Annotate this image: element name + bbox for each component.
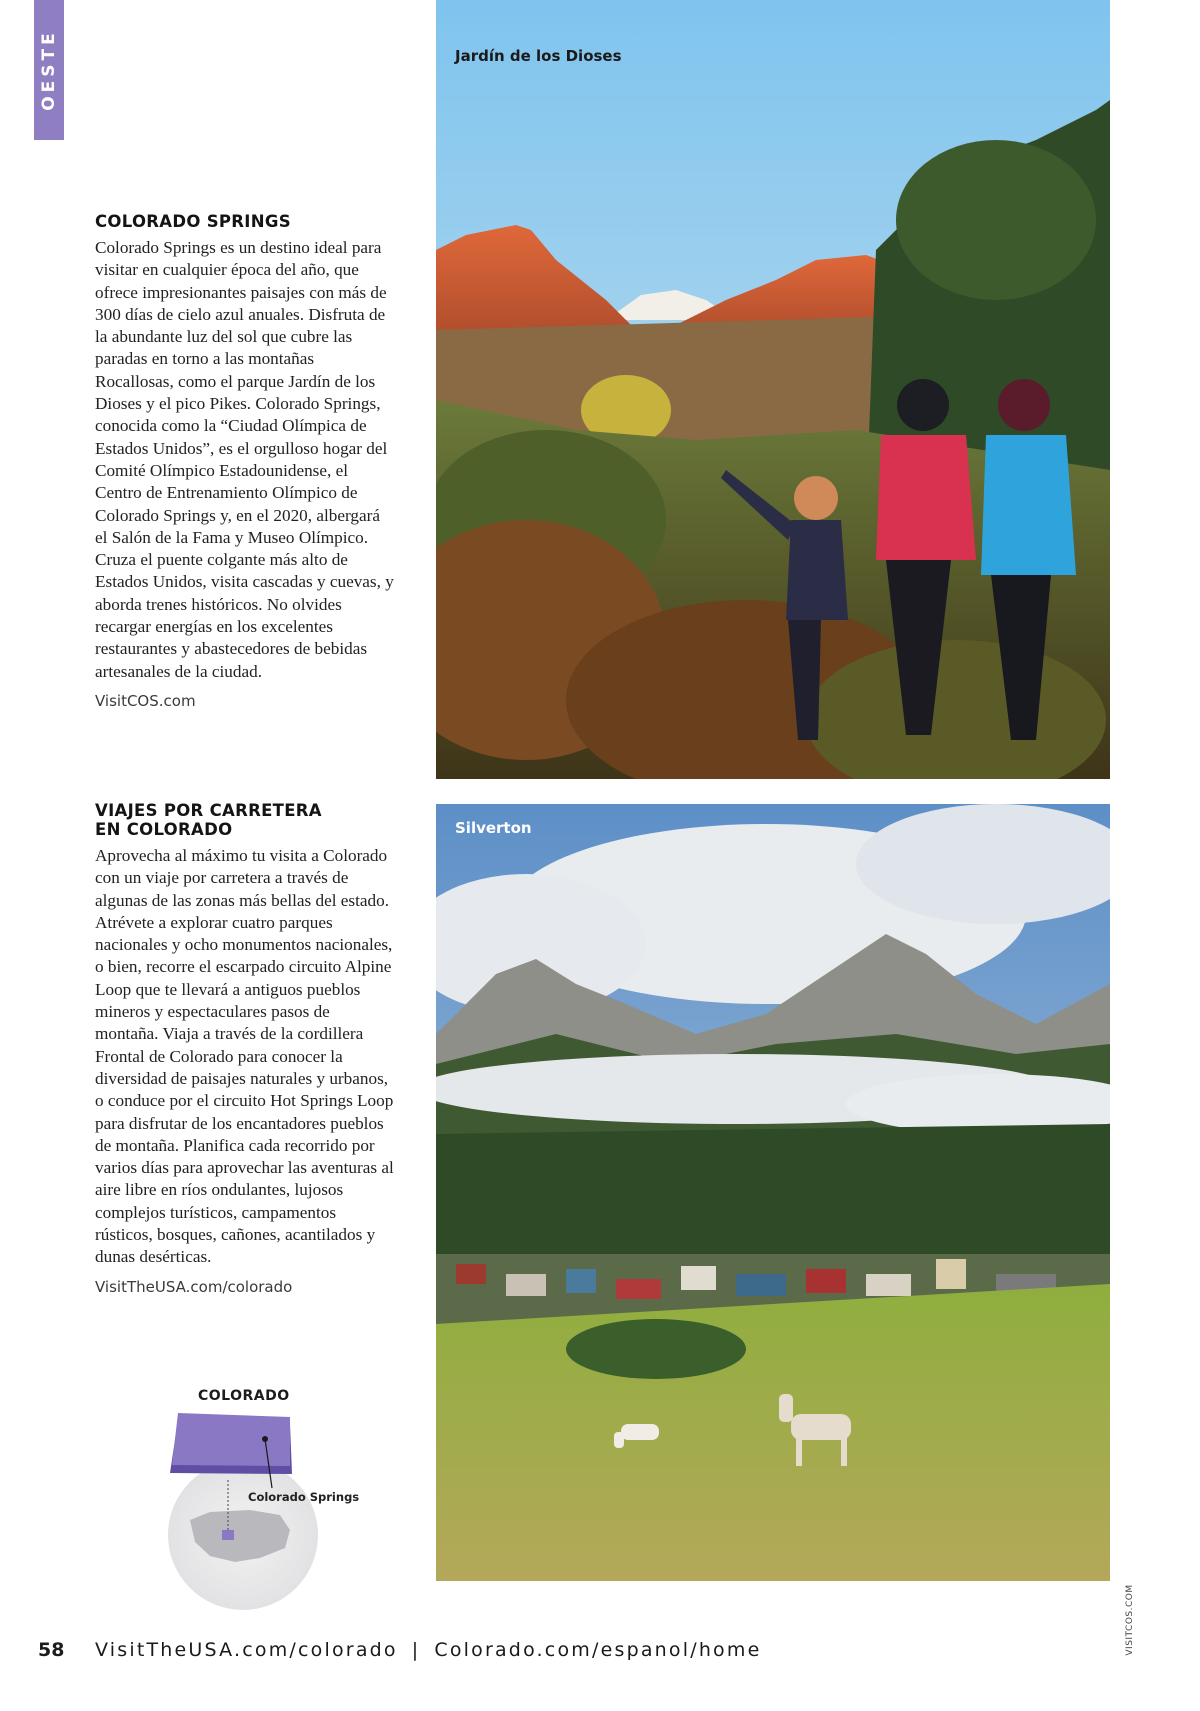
page-number: 58 — [38, 1639, 65, 1661]
photo-credit-text: VISITCOS.COM — [1125, 1584, 1135, 1656]
section-body: Aprovecha al máximo tu visita a Colorado con un viaje por carretera a través de algunas de las zonas más bellas del estado. Atrévete a explorar cuatro parques nacionales y ocho monumentos nacionales, o bien, recorre el escarpado circuito Alpine Loop que te llevará a antiguos pueblos mineros y espectaculares pasos de montaña. Viaja a través de la cordillera Frontal de Colorado para conocer la diversidad de paisajes naturales y urbanos, o conduce por el circuito Hot Springs Loop para disfrutar de los encantadores pueblos de montaña. Planifica cada recorrido por varios días para aprovechar las aventuras al aire libre en ríos ondulantes, lujosos complejos turísticos, campamentos rústicos, bosques, cañones, acantilados y dunas desérticas. — [95, 846, 394, 1267]
section-body: Colorado Springs es un destino ideal para visitar en cualquier época del año, que ofrece impresionantes paisajes con más de 300 días de cielo azul anuales. Disfruta de la abundante luz del sol que cubre las paradas en torno a las montañas Rocallosas, como el parque Jardín de los Dioses y el pico Pikes. Colorado Springs, conocida como la “Ciudad Olímpica de Estados Unidos”, es el orgulloso hogar del Comité Olímpico Estadounidense, el Centro de Entrenamiento Olímpico de Colorado Springs y, en el 2020, albergará el Salón de la Fama y Museo Olímpico. Cruza el puente colgante más alto de Estados Unidos, visita cascadas y cuevas, y aborda trenes históricos. No olvides recargar energías en los excelentes restaurantes y abastecedores de bebidas artesanales de la ciudad. — [95, 238, 394, 681]
map-title: COLORADO — [198, 1388, 290, 1404]
visittheusa-link[interactable]: VisitTheUSA.com/colorado — [95, 1277, 293, 1296]
photo-silverton — [436, 804, 1110, 1581]
section-title: COLORADO SPRINGS — [95, 212, 291, 231]
colorado-state — [172, 1413, 290, 1466]
colorado-springs-section — [95, 212, 395, 710]
garden-illustration — [436, 0, 1110, 779]
photo-caption: Silverton — [455, 819, 532, 837]
section-title — [95, 801, 395, 839]
title-line-2: EN COLORADO — [95, 820, 233, 839]
section-tab-label: OESTE — [39, 29, 59, 111]
title-line-1: VIAJES POR CARRETERA — [95, 801, 322, 820]
visitcos-link[interactable]: VisitCOS.com — [95, 691, 196, 710]
silverton-illustration — [436, 804, 1110, 1581]
map-city-label: Colorado Springs — [248, 1490, 360, 1504]
page-footer — [0, 1635, 1200, 1665]
footer-links — [95, 1639, 761, 1661]
photo-caption: Jardín de los Dioses — [455, 47, 622, 65]
footer-link-colorado[interactable]: Colorado.com/espanol/home — [434, 1639, 762, 1661]
locator-map — [140, 1380, 400, 1610]
photo-garden-of-the-gods — [436, 0, 1110, 779]
colorado-marker — [222, 1530, 234, 1540]
road-trips-section — [95, 801, 395, 1296]
footer-link-visittheusa[interactable]: VisitTheUSA.com/colorado — [95, 1639, 398, 1661]
footer-separator: | — [411, 1639, 421, 1661]
section-tab — [34, 0, 64, 140]
